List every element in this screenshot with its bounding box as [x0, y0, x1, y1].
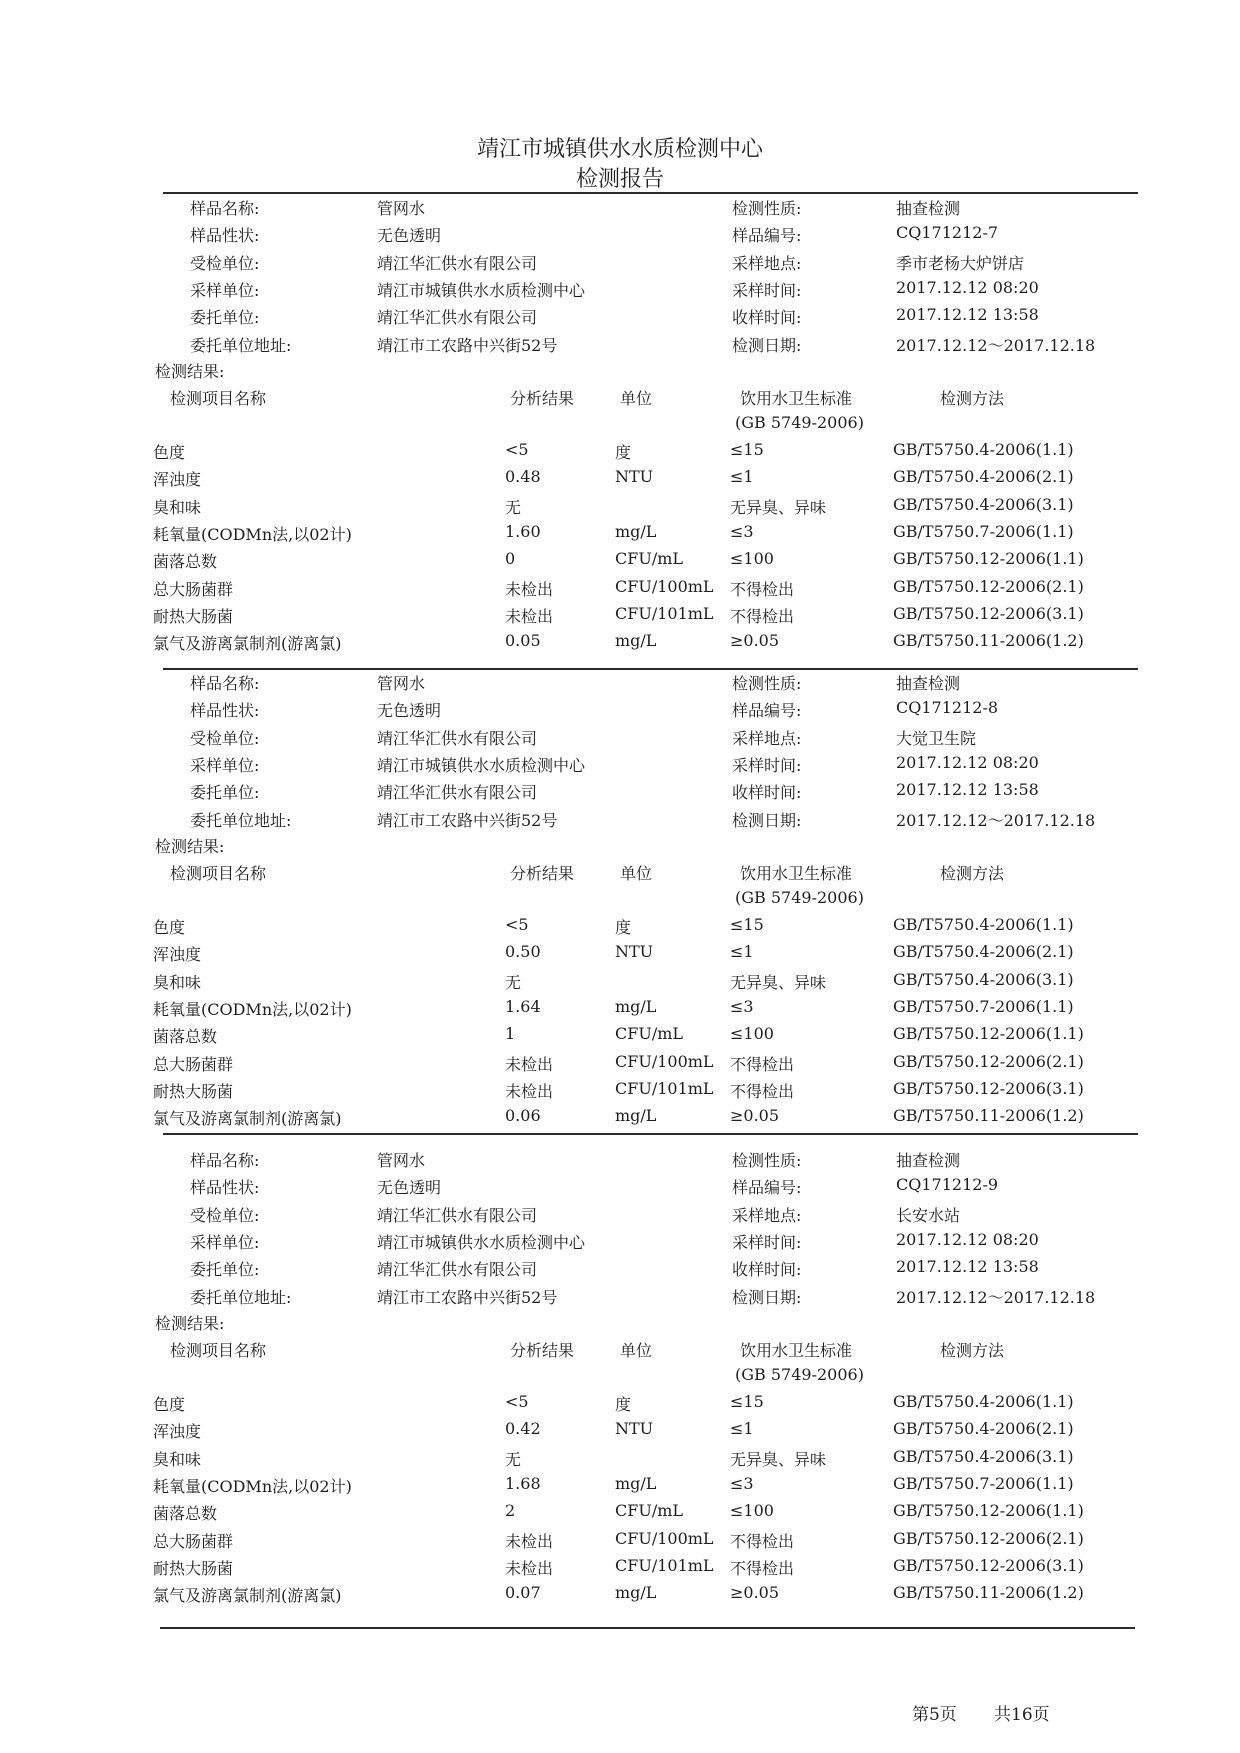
row-method: GB/T5750.12-2006(1.1) — [893, 1024, 1084, 1044]
sampling-unit-value: 靖江市城镇供水水质检测中心 — [377, 1232, 586, 1252]
sample-name-label: 样品名称: — [190, 674, 260, 693]
row-standard: 不得检出 — [730, 1054, 795, 1074]
row-method: GB/T5750.4-2006(3.1) — [893, 969, 1074, 989]
test-date-label: 检测日期: — [732, 810, 802, 830]
sampling-unit-label: 采样单位: — [190, 1232, 260, 1252]
test-type-value: 抽查检测 — [896, 199, 961, 218]
row-unit: mg/L — [615, 1583, 657, 1603]
row-method: GB/T5750.4-2006(1.1) — [893, 1392, 1074, 1411]
row-method: GB/T5750.7-2006(1.1) — [893, 996, 1074, 1016]
row-standard: ≤100 — [730, 549, 774, 569]
col-header-method: 检测方法 — [940, 1341, 1005, 1360]
row-item: 氯气及游离氯制剂(游离氯) — [153, 634, 342, 654]
row-method: GB/T5750.11-2006(1.2) — [893, 631, 1084, 651]
sampling-time-value: 2017.12.12 08:20 — [896, 277, 1039, 297]
inspected-unit-label: 受检单位: — [190, 728, 260, 748]
row-method: GB/T5750.4-2006(1.1) — [893, 915, 1074, 934]
row-result: 未检出 — [505, 579, 554, 599]
row-item: 总大肠菌群 — [153, 1054, 234, 1074]
row-unit: 度 — [615, 1395, 632, 1414]
row-method: GB/T5750.4-2006(3.1) — [893, 494, 1074, 514]
row-unit: 度 — [615, 443, 632, 462]
receive-time-value: 2017.12.12 13:58 — [896, 1257, 1039, 1277]
sampling-time-label: 采样时间: — [732, 755, 802, 775]
sample-section — [153, 196, 1135, 666]
row-unit: CFU/101mL — [615, 603, 714, 623]
row-unit: NTU — [615, 467, 654, 487]
row-item: 氯气及游离氯制剂(游离氯) — [153, 1586, 342, 1606]
row-standard: ≤100 — [730, 1501, 774, 1521]
col-header-standard-code: (GB 5749-2006) — [735, 1365, 864, 1384]
sample-section — [153, 671, 1135, 1141]
sample-section — [153, 1148, 1135, 1618]
col-header-result: 分析结果 — [510, 864, 575, 883]
row-method: GB/T5750.12-2006(2.1) — [893, 576, 1084, 596]
divider-top — [163, 192, 1138, 194]
row-standard: ≤1 — [730, 467, 754, 487]
sample-state-label: 样品性状: — [190, 701, 260, 721]
row-standard: ≤3 — [730, 996, 754, 1016]
row-method: GB/T5750.11-2006(1.2) — [893, 1583, 1084, 1603]
row-method: GB/T5750.4-2006(3.1) — [893, 1446, 1074, 1466]
client-address-value: 靖江市工农路中兴街52号 — [377, 810, 558, 830]
row-result: <5 — [505, 1392, 529, 1411]
row-result: 2 — [505, 1501, 516, 1521]
col-header-item: 检测项目名称 — [170, 1341, 267, 1360]
row-standard: ≤3 — [730, 1473, 754, 1493]
row-result: 未检出 — [505, 1531, 554, 1551]
col-header-standard: 饮用水卫生标准 — [740, 389, 853, 408]
test-type-value: 抽查检测 — [896, 674, 961, 693]
row-result: 未检出 — [505, 1081, 554, 1101]
row-result: 未检出 — [505, 1054, 554, 1074]
row-method: GB/T5750.4-2006(1.1) — [893, 440, 1074, 459]
receive-time-label: 收样时间: — [732, 1260, 802, 1280]
row-standard: ≥0.05 — [730, 631, 780, 651]
row-standard: ≤3 — [730, 521, 754, 541]
row-standard: 不得检出 — [730, 1531, 795, 1551]
sample-name-label: 样品名称: — [190, 1151, 260, 1170]
row-item: 耗氧量(CODMn法,以02计) — [153, 999, 352, 1019]
row-item: 总大肠菌群 — [153, 579, 234, 599]
row-result: 未检出 — [505, 1558, 554, 1578]
row-item: 耐热大肠菌 — [153, 1558, 234, 1578]
test-date-value: 2017.12.12～2017.12.18 — [896, 1287, 1096, 1307]
sampling-site-value: 大觉卫生院 — [896, 728, 977, 748]
row-result: 1.64 — [505, 996, 541, 1016]
row-method: GB/T5750.12-2006(3.1) — [893, 1078, 1084, 1098]
results-label: 检测结果: — [155, 1314, 225, 1333]
row-result: <5 — [505, 915, 529, 934]
test-date-label: 检测日期: — [732, 1287, 802, 1307]
row-standard: ≤100 — [730, 1024, 774, 1044]
page-number: 第5页 — [912, 1705, 957, 1725]
row-standard: ≤1 — [730, 1419, 754, 1439]
sample-state-label: 样品性状: — [190, 1178, 260, 1198]
row-standard: 不得检出 — [730, 1081, 795, 1101]
row-unit: CFU/100mL — [615, 1528, 714, 1548]
sample-no-value: CQ171212-7 — [896, 223, 999, 243]
row-unit: 度 — [615, 918, 632, 937]
row-result: 0.07 — [505, 1583, 541, 1603]
client-address-label: 委托单位地址: — [190, 335, 292, 355]
row-result: 未检出 — [505, 606, 554, 626]
sampling-site-value: 季市老杨大炉饼店 — [896, 253, 1025, 273]
row-standard: 不得检出 — [730, 606, 795, 626]
results-label: 检测结果: — [155, 837, 225, 856]
client-value: 靖江华汇供水有限公司 — [377, 308, 538, 328]
row-method: GB/T5750.7-2006(1.1) — [893, 521, 1074, 541]
test-date-label: 检测日期: — [732, 335, 802, 355]
row-result: 无 — [505, 1449, 522, 1469]
col-header-result: 分析结果 — [510, 389, 575, 408]
receive-time-value: 2017.12.12 13:58 — [896, 780, 1039, 800]
row-item: 浑浊度 — [153, 470, 202, 490]
row-item: 耗氧量(CODMn法,以02计) — [153, 1476, 352, 1496]
row-result: 1.68 — [505, 1473, 541, 1493]
row-unit: mg/L — [615, 521, 657, 541]
row-result: 0.42 — [505, 1419, 541, 1439]
divider-1 — [163, 668, 1138, 670]
report-org-title: 靖江市城镇供水水质检测中心 — [476, 137, 763, 162]
row-result: 0.05 — [505, 631, 541, 651]
client-label: 委托单位: — [190, 1260, 260, 1280]
row-method: GB/T5750.12-2006(1.1) — [893, 1501, 1084, 1521]
receive-time-label: 收样时间: — [732, 308, 802, 328]
inspected-unit-value: 靖江华汇供水有限公司 — [377, 253, 538, 273]
row-unit: CFU/mL — [615, 1024, 684, 1044]
row-unit: CFU/101mL — [615, 1078, 714, 1098]
row-unit: CFU/100mL — [615, 576, 714, 596]
col-header-item: 检测项目名称 — [170, 389, 267, 408]
row-result: 0.50 — [505, 942, 541, 962]
row-item: 色度 — [153, 918, 186, 937]
row-method: GB/T5750.12-2006(3.1) — [893, 603, 1084, 623]
sample-name-label: 样品名称: — [190, 199, 260, 218]
row-result: 1 — [505, 1024, 516, 1044]
row-item: 臭和味 — [153, 972, 202, 992]
client-address-value: 靖江市工农路中兴街52号 — [377, 335, 558, 355]
client-address-label: 委托单位地址: — [190, 1287, 292, 1307]
col-header-unit: 单位 — [620, 1341, 653, 1360]
test-date-value: 2017.12.12～2017.12.18 — [896, 335, 1096, 355]
sample-no-value: CQ171212-9 — [896, 1175, 999, 1195]
inspected-unit-value: 靖江华汇供水有限公司 — [377, 728, 538, 748]
row-result: 1.60 — [505, 521, 541, 541]
row-method: GB/T5750.7-2006(1.1) — [893, 1473, 1074, 1493]
report-title: 检测报告 — [575, 167, 664, 192]
row-item: 浑浊度 — [153, 945, 202, 965]
sample-state-value: 无色透明 — [377, 226, 442, 246]
sampling-unit-label: 采样单位: — [190, 755, 260, 775]
test-type-label: 检测性质: — [732, 1151, 802, 1170]
row-standard: 不得检出 — [730, 579, 795, 599]
row-unit: mg/L — [615, 1106, 657, 1126]
client-label: 委托单位: — [190, 783, 260, 803]
sample-no-value: CQ171212-8 — [896, 698, 999, 718]
sampling-site-label: 采样地点: — [732, 728, 802, 748]
row-unit: CFU/101mL — [615, 1555, 714, 1575]
sampling-unit-value: 靖江市城镇供水水质检测中心 — [377, 755, 586, 775]
row-method: GB/T5750.4-2006(2.1) — [893, 467, 1074, 487]
col-header-unit: 单位 — [620, 389, 653, 408]
row-result: 0 — [505, 549, 516, 569]
sample-state-value: 无色透明 — [377, 701, 442, 721]
row-standard: ≥0.05 — [730, 1583, 780, 1603]
client-address-label: 委托单位地址: — [190, 810, 292, 830]
sample-state-value: 无色透明 — [377, 1178, 442, 1198]
row-standard: 无异臭、异味 — [730, 497, 827, 517]
row-item: 耗氧量(CODMn法,以02计) — [153, 524, 352, 544]
col-header-standard-code: (GB 5749-2006) — [735, 888, 864, 907]
row-method: GB/T5750.12-2006(3.1) — [893, 1555, 1084, 1575]
row-method: GB/T5750.12-2006(2.1) — [893, 1051, 1084, 1071]
client-address-value: 靖江市工农路中兴街52号 — [377, 1287, 558, 1307]
row-result: 无 — [505, 972, 522, 992]
row-standard: ≤15 — [730, 915, 764, 934]
test-type-label: 检测性质: — [732, 674, 802, 693]
row-unit: NTU — [615, 942, 654, 962]
col-header-standard: 饮用水卫生标准 — [740, 864, 853, 883]
sampling-site-value: 长安水站 — [896, 1205, 961, 1225]
receive-time-value: 2017.12.12 13:58 — [896, 305, 1039, 325]
row-item: 菌落总数 — [153, 552, 218, 572]
sampling-site-label: 采样地点: — [732, 253, 802, 273]
row-result: 0.48 — [505, 467, 541, 487]
sample-no-label: 样品编号: — [732, 226, 802, 246]
row-item: 臭和味 — [153, 497, 202, 517]
sample-state-label: 样品性状: — [190, 226, 260, 246]
test-date-value: 2017.12.12～2017.12.18 — [896, 810, 1096, 830]
row-standard: ≤1 — [730, 942, 754, 962]
inspected-unit-label: 受检单位: — [190, 253, 260, 273]
receive-time-label: 收样时间: — [732, 783, 802, 803]
sampling-unit-value: 靖江市城镇供水水质检测中心 — [377, 280, 586, 300]
col-header-standard: 饮用水卫生标准 — [740, 1341, 853, 1360]
sample-no-label: 样品编号: — [732, 1178, 802, 1198]
col-header-item: 检测项目名称 — [170, 864, 267, 883]
total-pages: 共16页 — [994, 1705, 1050, 1725]
row-standard: ≤15 — [730, 1392, 764, 1411]
row-item: 菌落总数 — [153, 1504, 218, 1524]
sampling-time-label: 采样时间: — [732, 280, 802, 300]
col-header-result: 分析结果 — [510, 1341, 575, 1360]
row-result: 无 — [505, 497, 522, 517]
row-item: 臭和味 — [153, 1449, 202, 1469]
sample-no-label: 样品编号: — [732, 701, 802, 721]
divider-bottom — [160, 1627, 1135, 1629]
inspected-unit-label: 受检单位: — [190, 1205, 260, 1225]
row-unit: mg/L — [615, 996, 657, 1016]
row-standard: ≤15 — [730, 440, 764, 459]
client-value: 靖江华汇供水有限公司 — [377, 1260, 538, 1280]
client-label: 委托单位: — [190, 308, 260, 328]
col-header-method: 检测方法 — [940, 389, 1005, 408]
row-unit: CFU/100mL — [615, 1051, 714, 1071]
row-result: 0.06 — [505, 1106, 541, 1126]
row-standard: 无异臭、异味 — [730, 972, 827, 992]
row-unit: mg/L — [615, 631, 657, 651]
row-unit: mg/L — [615, 1473, 657, 1493]
row-item: 氯气及游离氯制剂(游离氯) — [153, 1109, 342, 1129]
inspected-unit-value: 靖江华汇供水有限公司 — [377, 1205, 538, 1225]
sampling-time-value: 2017.12.12 08:20 — [896, 1229, 1039, 1249]
row-method: GB/T5750.4-2006(2.1) — [893, 942, 1074, 962]
test-type-value: 抽查检测 — [896, 1151, 961, 1170]
row-item: 菌落总数 — [153, 1027, 218, 1047]
row-unit: NTU — [615, 1419, 654, 1439]
sampling-time-value: 2017.12.12 08:20 — [896, 752, 1039, 772]
row-method: GB/T5750.11-2006(1.2) — [893, 1106, 1084, 1126]
sampling-unit-label: 采样单位: — [190, 280, 260, 300]
row-standard: ≥0.05 — [730, 1106, 780, 1126]
row-method: GB/T5750.12-2006(1.1) — [893, 549, 1084, 569]
row-item: 耐热大肠菌 — [153, 606, 234, 626]
client-value: 靖江华汇供水有限公司 — [377, 783, 538, 803]
sampling-time-label: 采样时间: — [732, 1232, 802, 1252]
sample-name-value: 管网水 — [377, 674, 426, 693]
sample-name-value: 管网水 — [377, 1151, 426, 1170]
test-type-label: 检测性质: — [732, 199, 802, 218]
row-method: GB/T5750.12-2006(2.1) — [893, 1528, 1084, 1548]
row-unit: CFU/mL — [615, 549, 684, 569]
row-item: 色度 — [153, 1395, 186, 1414]
sample-name-value: 管网水 — [377, 199, 426, 218]
row-item: 色度 — [153, 443, 186, 462]
row-item: 耐热大肠菌 — [153, 1081, 234, 1101]
sampling-site-label: 采样地点: — [732, 1205, 802, 1225]
row-standard: 无异臭、异味 — [730, 1449, 827, 1469]
col-header-method: 检测方法 — [940, 864, 1005, 883]
row-method: GB/T5750.4-2006(2.1) — [893, 1419, 1074, 1439]
row-item: 浑浊度 — [153, 1422, 202, 1442]
row-unit: CFU/mL — [615, 1501, 684, 1521]
row-standard: 不得检出 — [730, 1558, 795, 1578]
row-item: 总大肠菌群 — [153, 1531, 234, 1551]
results-label: 检测结果: — [155, 362, 225, 381]
col-header-unit: 单位 — [620, 864, 653, 883]
col-header-standard-code: (GB 5749-2006) — [735, 413, 864, 432]
row-result: <5 — [505, 440, 529, 459]
